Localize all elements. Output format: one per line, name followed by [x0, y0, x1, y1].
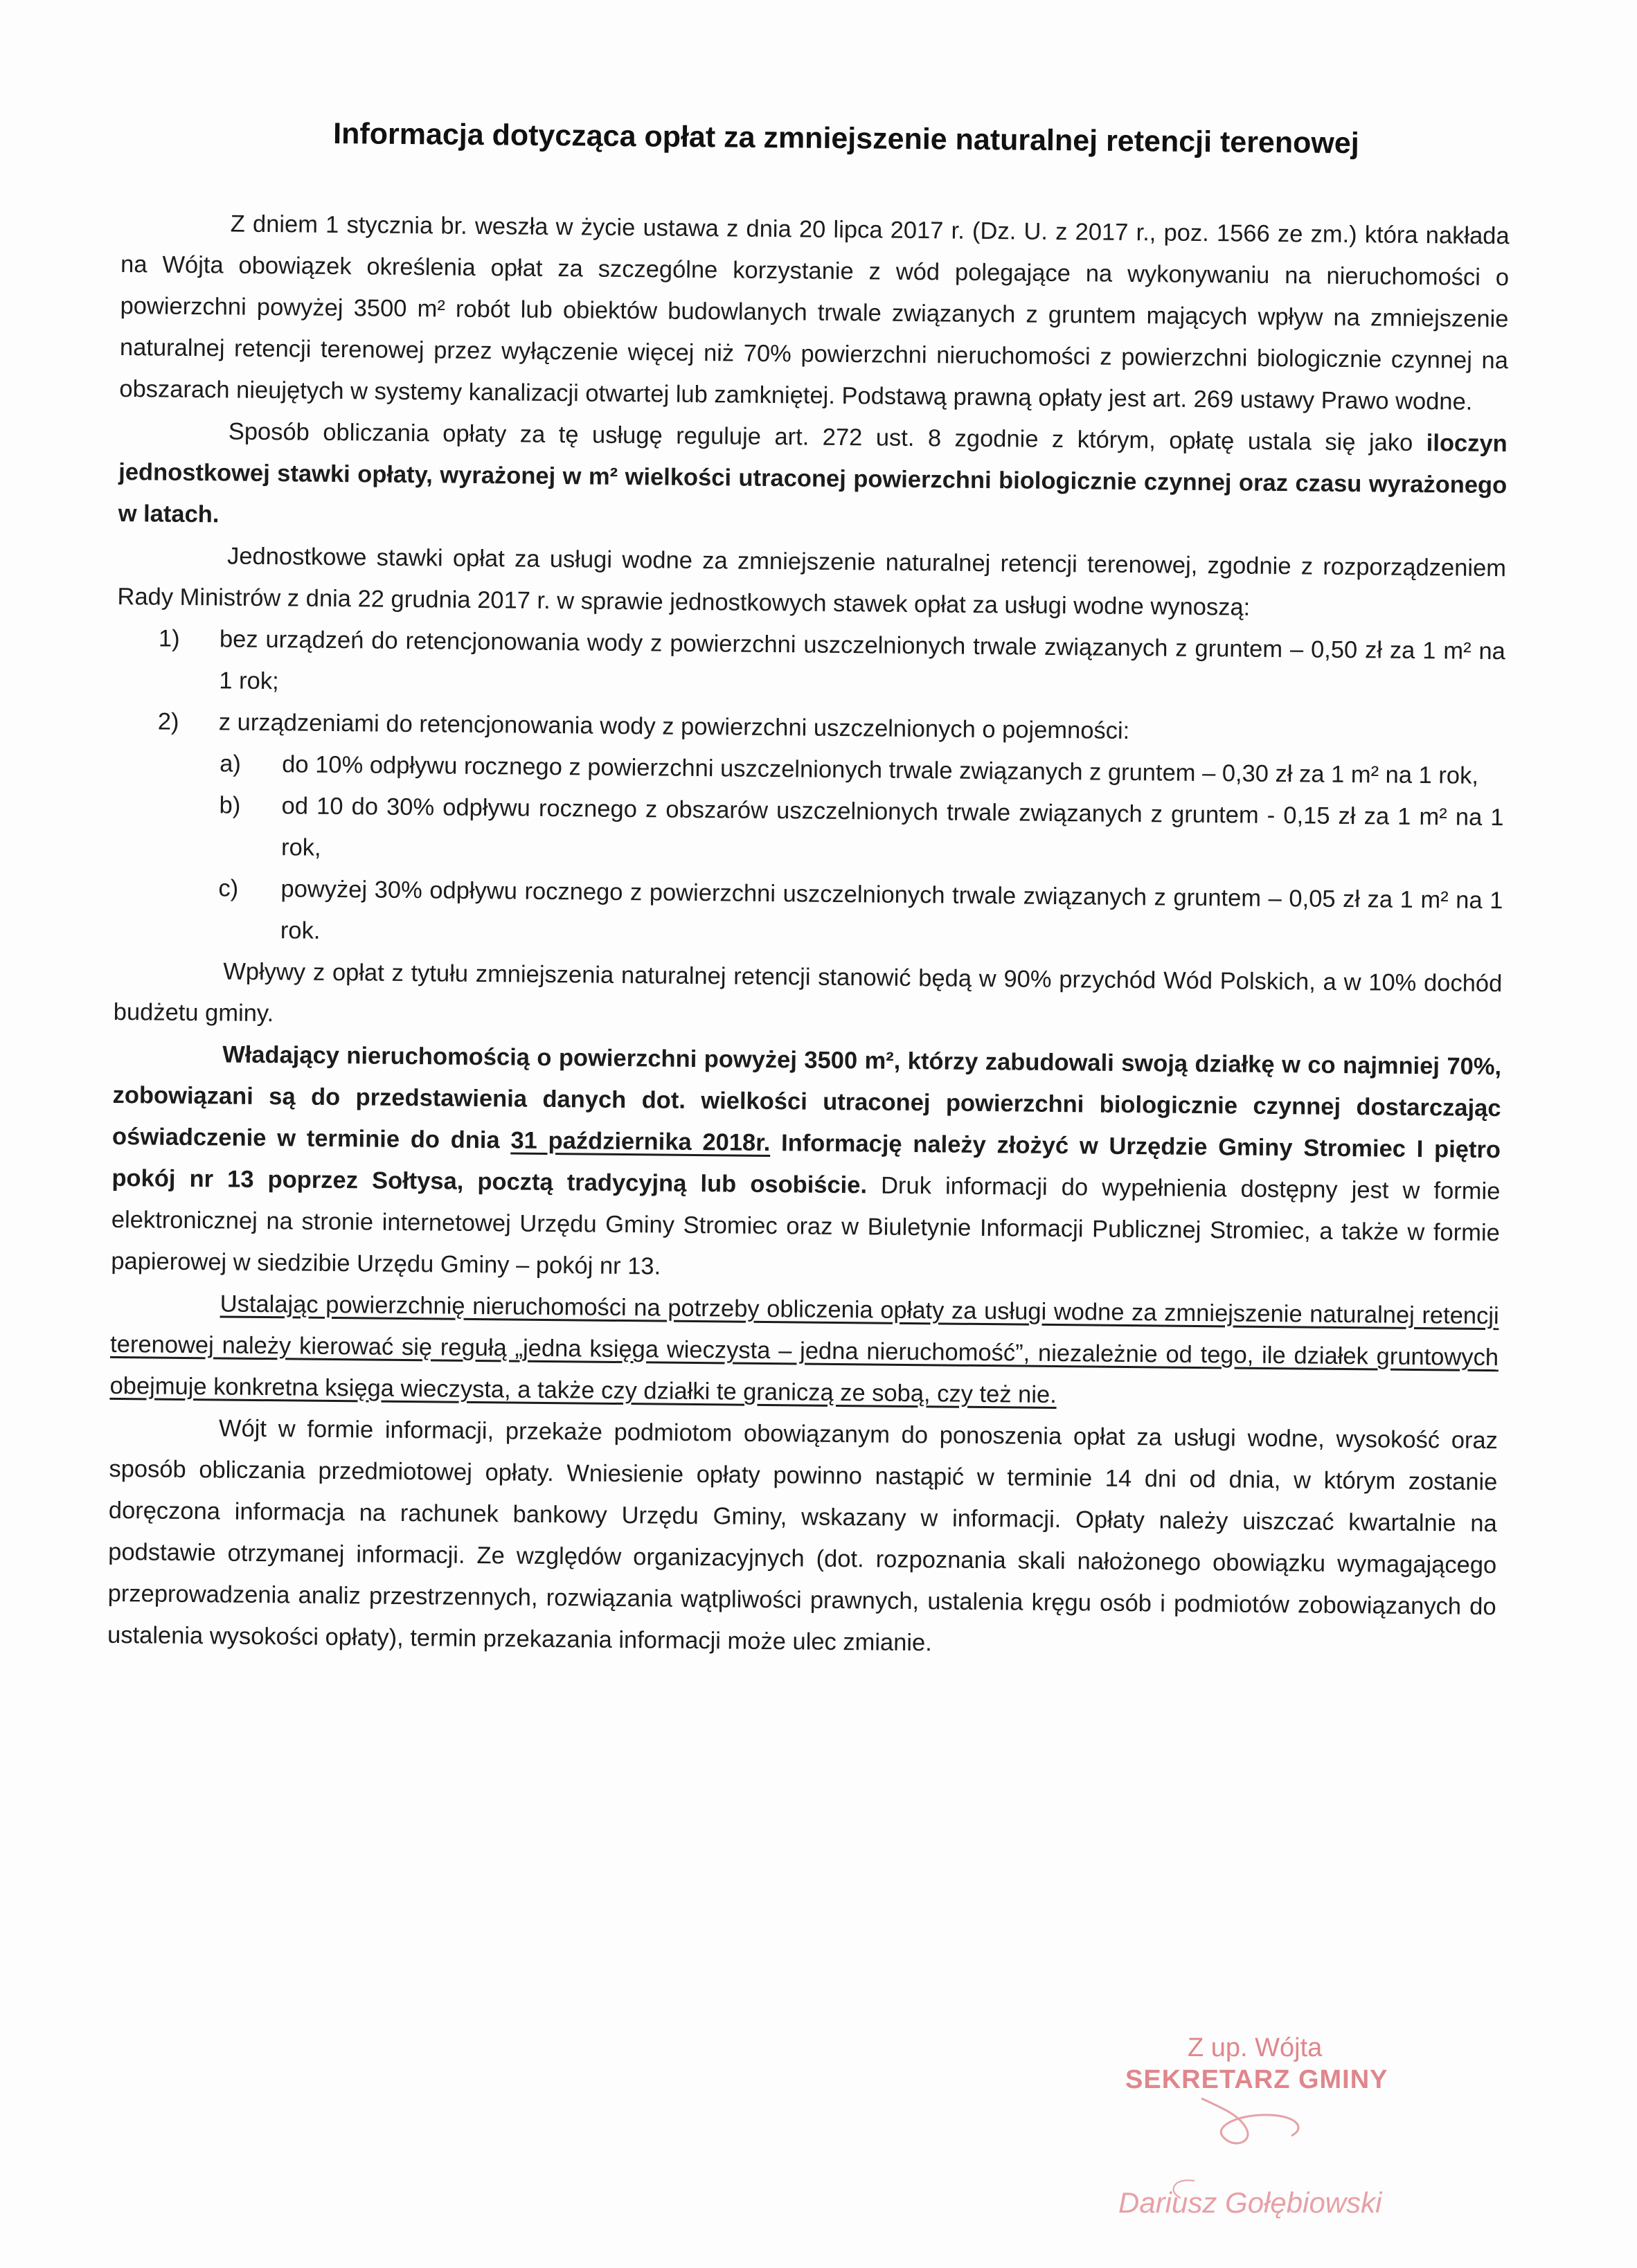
sub-list-item-text: od 10 do 30% odpływu rocznego z obszarów uszczelnionych trwale związanych z gruntem - 0,15 zł za 1 m² na 1 rok, [280, 793, 1504, 861]
paragraph-property-rule: Ustalając powierzchnię nieruchomości na potrzeby obliczenia opłaty za usługi wodne za zmniejszenie naturalnej retencji terenowej należy kierować się regułą „jedna księga wieczysta – jedna nieruchomość”, niezależnie od tego, ile działek gruntowych obejmuje konkretna księga wieczysta, a także czy działki te graniczą ze sobą, czy też nie. [109, 1290, 1499, 1409]
sub-list-item-text: do 10% odpływu rocznego z powierzchni uszczelnionych trwale związanych z gruntem – 0,30 zł za 1 m² na 1 rok, [282, 751, 1479, 789]
sub-list-item [114, 867, 1503, 963]
paragraph-owner-obligation [111, 1033, 1501, 1295]
form-availability: Druk informacji do wypełnienia dostępny jest w formie elektronicznej na stronie internetowej Urzędu Gminy Stromiec oraz w Biuletynie Informacji Publicznej Stromiec, a także w formie papierowej w siedzibie Urzędu Gminy – pokój nr 13. [111, 1172, 1501, 1280]
list-item-text: z urządzeniami do retencjonowania wody z powierzchni uszczelnionych o pojemności: [218, 709, 1130, 745]
signature-stamp [1098, 2032, 1458, 2247]
deadline-date: 31 października 2018r. [510, 1127, 771, 1157]
sub-list-item-letter: c) [218, 875, 239, 902]
list-item-number: 2) [157, 708, 179, 735]
stamp-authorization: Z up. Wójta [1188, 2033, 1323, 2062]
paragraph-payment-info: Wójt w formie informacji, przekaże podmiotom obowiązanym do ponoszenia opłat za usługi wodne, wysokość oraz sposób obliczania przedmiotowej opłaty. Wniesienie opłaty powinno nastąpić w terminie 14 dni od dnia, w którym zostanie doręczona informacja na rachunek bankowy Urzędu Gminy, wskazany w informacji. Opłaty należy uiszczać kwartalnie na podstawie otrzymanej informacji. Ze względów organizacyjnych (dot. rozpoznania skali nałożonego obowiązku wymagającego przeprowadzenia analiz przestrzennych, rozwiązania wątpliwości prawnych, ustalenia kręgu osób i podmiotów zobowiązanych do ustalenia wysokości opłaty), termin przekazania informacji może ulec zmianie. [107, 1415, 1499, 1657]
obligation-text: Władający nieruchomością o powierzchni powyżej 3500 m², którzy zabudowali swoją działkę w co najmniej 70%, zobowiązani są do przedstawienia danych dot. wielkości utraconej powierzchni biologicznie czynnej dostarczając oświadczenie w terminie do dnia [111, 1041, 1502, 1154]
paragraph-revenue-split: Wpływy z opłat z tytułu zmniejszenia naturalnej retencji stanowić będą w 90% przychód Wód Polskich, a w 10% dochód budżetu gminy. [113, 958, 1503, 1027]
list-item [116, 618, 1505, 714]
sub-list-item-letter: a) [220, 750, 242, 777]
calculation-formula: iloczyn jednostkowej stawki opłaty, wyrażonej w m² wielkości utraconej powierzchni biologicznie czynnej oraz czasu wyrażonego w latach. [118, 430, 1508, 528]
rates-list [114, 618, 1506, 963]
stamp-signatory-name: Dariusz Gołębiowski [1118, 2186, 1382, 2219]
sub-list-item [115, 784, 1504, 880]
document-title: Informacja dotycząca opłat za zmniejszenie naturalnej retencji terenowej [332, 117, 1359, 161]
document-body [107, 202, 1510, 1669]
paragraph-unit-rates: Jednostkowe stawki opłat za usługi wodne za zmniejszenie naturalnej retencji terenowej, zgodnie z rozporządzeniem Rady Ministrów z dnia 22 grudnia 2017 r. w sprawie jednostkowych stawek opłat za usługi wodne wynoszą: [117, 543, 1507, 621]
calculation-intro: Sposób obliczania opłaty za tę usługę reguluje art. 272 ust. 8 zgodnie z którym, opłatę ustala się jako [228, 418, 1426, 457]
stamp-position: SEKRETARZ GMINY [1125, 2065, 1388, 2094]
paragraph-legal-basis: Z dniem 1 stycznia br. weszła w życie ustawa z dnia 20 lipca 2017 r. (Dz. U. z 2017 r., poz. 1566 ze zm.) która nakłada na Wójta obowiązek określenia opłat za szczególne korzystanie z wód polegające na wykonywaniu na nieruchomości o powierzchni powyżej 3500 m² robót lub obiektów budowlanych trwale związanych z gruntem mających wpływ na zmniejszenie naturalnej retencji terenowej przez wyłączenie więcej niż 70% powierzchni nieruchomości z powierzchni biologicznie czynnej na obszarach nieujętych w systemy kanalizacji otwartej lub zamkniętej. Podstawą prawną opłaty jest art. 269 ustawy Prawo wodne. [119, 210, 1510, 415]
list-item-text: bez urządzeń do retencjonowania wody z powierzchni uszczelnionych trwale związanych z gruntem – 0,50 zł za 1 m² na 1 rok; [219, 626, 1506, 695]
sub-list-item-text: powyżej 30% odpływu rocznego z powierzchni uszczelnionych trwale związanych z gruntem – 0,05 zł za 1 m² na 1 rok. [280, 876, 1503, 944]
submission-place: Informację należy złożyć w Urzędzie Gminy Stromiec I piętro pokój nr 13 poprzez Sołtysa, pocztą tradycyjną lub osobiście. [111, 1130, 1501, 1199]
sub-list-item-letter: b) [219, 792, 241, 819]
list-item-number: 1) [158, 625, 180, 652]
paragraph-calculation-method [118, 410, 1508, 548]
